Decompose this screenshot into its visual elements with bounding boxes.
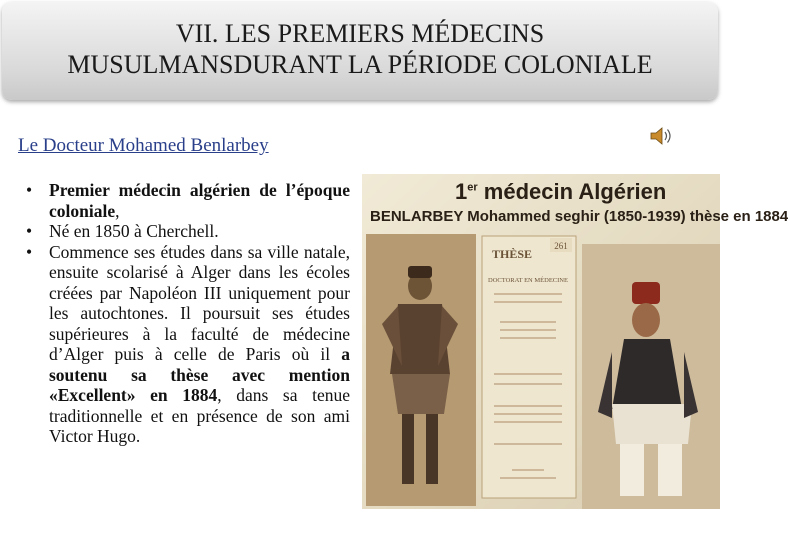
bullet-3-post: , dans sa tenue traditionnelle et en présence de son ami Victor Hugo. — [49, 385, 350, 446]
caption-rest: médecin Algérien — [477, 179, 667, 204]
bullet-item-2 — [22, 221, 350, 242]
document-number: 261 — [554, 241, 568, 251]
thesis-document — [482, 236, 576, 498]
photo-caption-line-2: BENLARBEY Mohammed seghir (1850-1939) thèse en 1884 — [370, 208, 788, 225]
bullet-dot: • — [26, 241, 33, 262]
document-title: DOCTORAT EN MÉDECINE — [488, 277, 568, 284]
bullet-dot: • — [26, 180, 33, 200]
bullet-3-bold: a soutenu sa thèse avec mention «Excellent» en 1884 — [49, 344, 350, 405]
caption-sup: er — [467, 181, 478, 194]
subtitle-link[interactable]: Le Docteur Mohamed Benlarbey — [18, 135, 269, 156]
page-title — [0, 18, 720, 80]
bullet-item-1 — [22, 180, 350, 221]
title-line-2: MUSULMANSDURANT LA PÉRIODE COLONIALE — [67, 50, 653, 79]
caption-ordinal: 1 — [455, 179, 468, 204]
speaker-icon[interactable] — [648, 124, 672, 148]
bullet-1-rest: , — [115, 200, 120, 221]
document-header: THÈSE — [491, 247, 533, 261]
left-portrait — [366, 234, 476, 506]
bullet-item-3 — [22, 242, 350, 447]
bullet-dot: • — [26, 221, 33, 241]
right-portrait — [582, 244, 720, 509]
bullet-list — [22, 180, 350, 447]
photo-caption-line-1 — [455, 179, 666, 205]
bullet-3-pre: Commence ses études dans sa ville natale, ensuite scolarisé à Alger dans les écoles créées par Napoléon III uniquement pour les autochtones. Il poursuit ses études supérieures à la faculté de médecine d’Alger puis à celle de Paris où il — [49, 241, 350, 364]
bullet-1-bold: Premier médecin algérien de l’époque coloniale — [49, 180, 350, 221]
bullet-2-text: Né en 1850 à Cherchell. — [49, 221, 219, 241]
title-line-1: VII. LES PREMIERS MÉDECINS — [175, 19, 545, 48]
